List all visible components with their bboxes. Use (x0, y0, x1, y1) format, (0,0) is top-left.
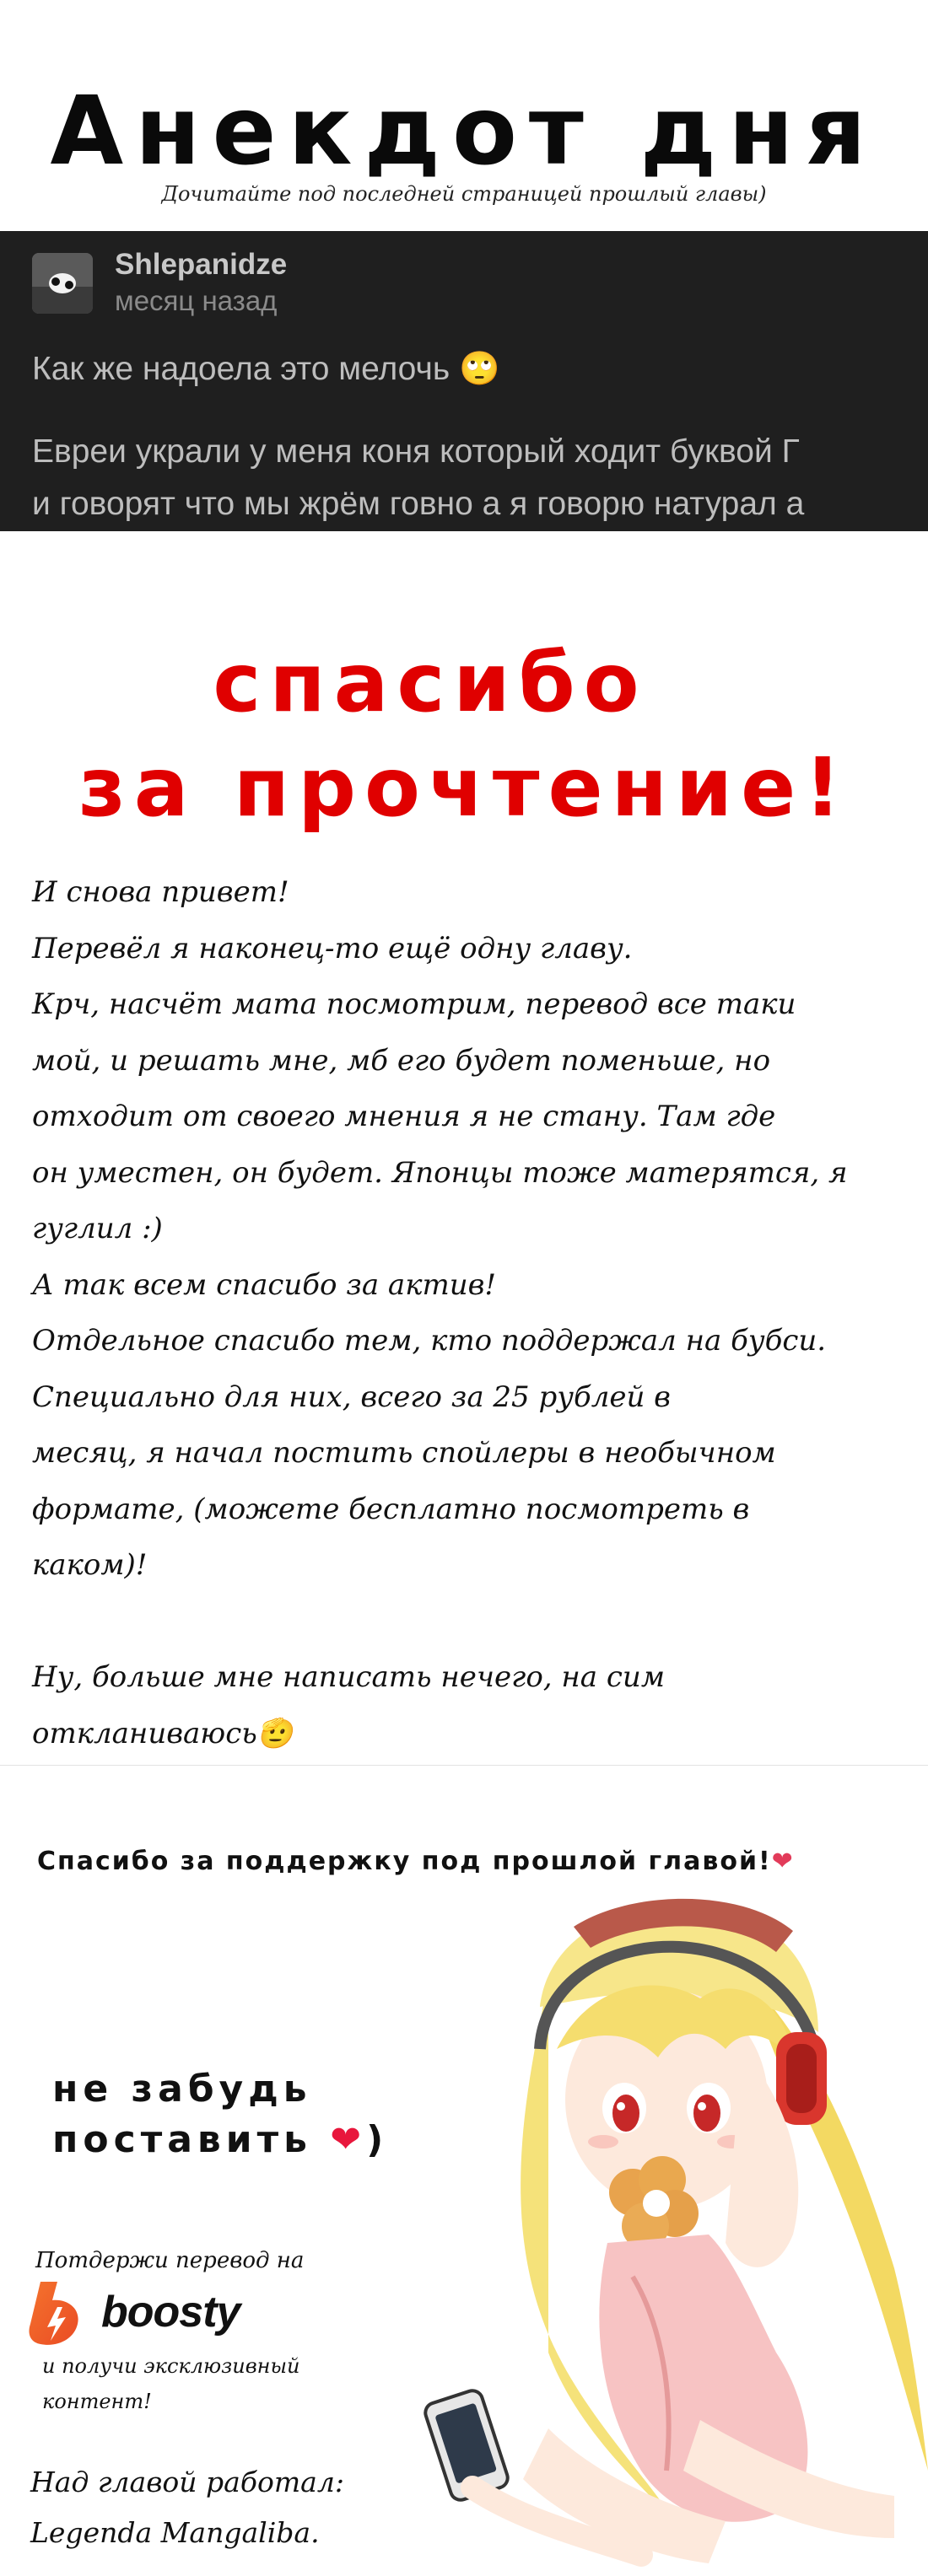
message-line (32, 1594, 901, 1650)
dont-forget-close: ) (366, 2118, 389, 2161)
translator-message (32, 864, 901, 1761)
message-line: гуглил :) (32, 1212, 163, 1245)
message-line: откланиваюсь🫡 (32, 1716, 294, 1750)
thanks-heading-line: за прочтение! (78, 740, 850, 835)
message-line: он уместен, он будет. Японцы тоже матерятся, я (32, 1155, 848, 1190)
support-line: Потдержи перевод на (35, 2248, 305, 2273)
page-subtitle: Дочитайте под последней страницей прошлый главы) (161, 182, 767, 206)
message-line: отходит от своего мнения я не стану. Там где (32, 1100, 776, 1133)
message-line: формате, (можете бесплатно посмотреть в (32, 1492, 750, 1526)
message-line: Ну, больше мне написать нечего, на сим (32, 1660, 666, 1694)
credit-line: Legenda Mangaliba. (30, 2516, 320, 2549)
boosty-logo[interactable] (29, 2280, 282, 2347)
dont-forget-line: не забудь (52, 2068, 312, 2111)
page-title: Анекдот дня (50, 77, 878, 186)
message-line: каком)! (32, 1548, 148, 1582)
dont-forget-line (52, 2118, 388, 2161)
boosty-wordmark: boosty (101, 2288, 240, 2337)
heart-icon: ❤ (771, 1847, 795, 1876)
message-line: И снова привет! (32, 875, 289, 909)
exclusive-line: и получи эксклюзивный (42, 2354, 300, 2378)
message-line: месяц, я начал постить спойлеры в необычном (32, 1436, 776, 1470)
boosty-icon (29, 2280, 84, 2347)
exclusive-line: контент! (42, 2390, 152, 2413)
support-title-text: Спасибо за поддержку под прошлой главой! (37, 1847, 772, 1876)
dont-forget-text: поставить (52, 2118, 312, 2161)
message-line: А так всем спасибо за актив! (32, 1267, 497, 1302)
avatar-image-icon (32, 253, 93, 314)
avatar[interactable] (32, 253, 93, 314)
anime-girl-illustration (422, 1880, 928, 2576)
message-line: Отдельное спасибо тем, кто поддержал на бубси. (32, 1324, 827, 1358)
comment-text-line: и говорят что мы жрём говно а я говорю натурал а (32, 486, 805, 522)
comment-author[interactable]: Shlepanidze (115, 248, 288, 281)
message-line: мой, и решать мне, мб его будет поменьше, но (32, 1043, 771, 1078)
comment-text-line: Евреи украли у меня коня который ходит буквой Г (32, 433, 800, 470)
support-title (37, 1847, 795, 1876)
section-divider (0, 1765, 928, 1766)
credit-line: Над главой работал: (30, 2466, 344, 2498)
comment-text-line: Как же надоела это мелочь 🙄 (32, 351, 500, 387)
message-line: Специально для них, всего за 25 рублей в (32, 1379, 671, 1414)
message-line: Крч, насчёт мата посмотрим, перевод все таки (32, 987, 796, 1021)
heart-icon: ❤ (330, 2118, 367, 2161)
thanks-heading-line: спасибо (213, 636, 648, 730)
comment-card (0, 231, 928, 531)
comment-timestamp: месяц назад (115, 285, 278, 316)
message-line: Перевёл я наконец-то ещё одну главу. (32, 931, 633, 965)
